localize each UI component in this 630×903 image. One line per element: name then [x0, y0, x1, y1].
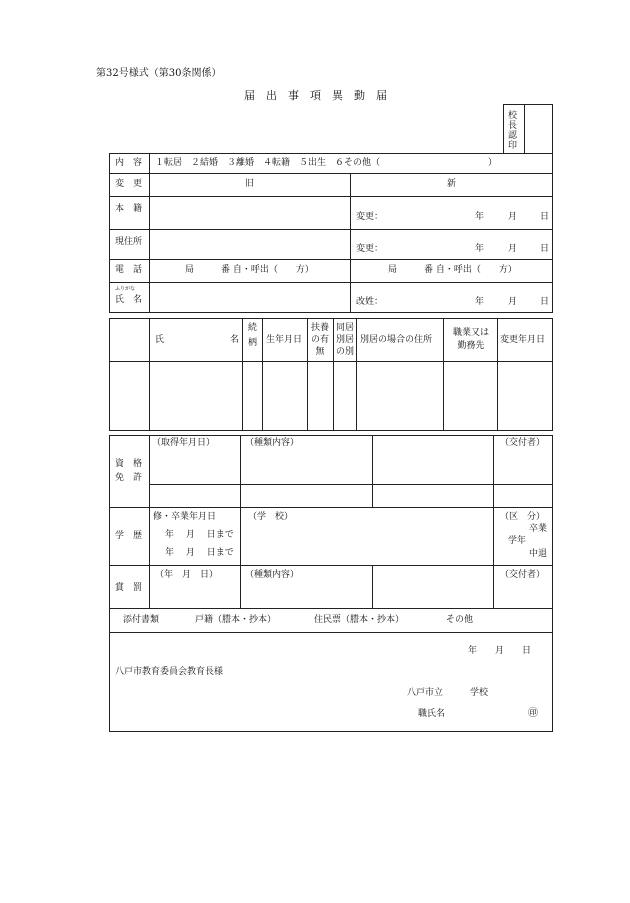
award-issuer: （交付者） [500, 570, 546, 580]
shimei-label: 氏 名 [115, 295, 143, 305]
month-text: 月 [508, 212, 518, 222]
new-label: 新 [447, 179, 457, 189]
acquired-date: （取得年月日） [152, 438, 216, 448]
sotsugyo: 卒業 [529, 524, 548, 534]
gakunen: 学年 [508, 536, 527, 546]
header-cohabit: 同居別居の別 [335, 323, 354, 357]
denwa-label: 電 話 [115, 265, 143, 275]
kaisei-date: 改姓： [356, 297, 384, 307]
header-birth: 生年月日 [266, 335, 303, 345]
gakureki-label: 学 歴 [115, 531, 143, 541]
year-text: 年 [475, 297, 485, 307]
category: （区 分） [500, 512, 546, 522]
naiyo-label: 内 容 [115, 158, 143, 168]
award-date: （年 月 日） [155, 570, 219, 580]
genjusho-label: 現住所 [115, 237, 143, 247]
day-text: 日 [540, 244, 550, 254]
old-label: 旧 [245, 179, 255, 189]
month-text: 月 [508, 244, 518, 254]
form-number: 第32号様式（第30条関係） [96, 68, 222, 79]
qualification-type: （種類内容） [245, 438, 300, 448]
header-change-date: 変更年月日 [500, 335, 546, 345]
attachments-label: 添付書類 [123, 615, 160, 625]
header-relation: 続柄 [246, 322, 256, 352]
shobatsu-label: 賞 罰 [115, 583, 143, 593]
honseki-henko: 変更： [356, 212, 384, 222]
seal-mark: ㊞ [528, 708, 538, 719]
school-line: 八戸市立 学校 [407, 688, 489, 698]
qualification-issuer: （交付者） [500, 438, 546, 448]
phone-new: 局 番 自・呼出（ 方） [388, 265, 517, 275]
furigana-label: ふりがな [115, 286, 136, 292]
attachment-juminhyo: 住民票（謄本・抄本） [314, 615, 405, 625]
henko-label: 変 更 [115, 179, 143, 189]
header-name-b: 名 [230, 335, 240, 345]
addressee: 八戸市教育委員会教育長様 [115, 667, 224, 677]
section-basic-info [109, 153, 553, 313]
phone-old: 局 番 自・呼出（ 方） [185, 265, 314, 275]
staff-name: 職氏名 [418, 709, 446, 719]
chutai: 中退 [529, 549, 548, 559]
year-text: 年 [475, 244, 485, 254]
header-job: 職業又は勤務先 [452, 328, 489, 351]
day-text: 日 [540, 297, 550, 307]
year-text: 年 [475, 212, 485, 222]
menkyo-label: 免 許 [115, 473, 143, 483]
grad-date: 修・卒業年月日 [153, 512, 217, 522]
page-title: 届 出 事 項 異 動 届 [244, 89, 387, 102]
school: （学 校） [248, 512, 294, 522]
genjusho-henko: 変更： [356, 244, 384, 254]
attachment-other: その他 [446, 615, 474, 625]
shikaku-label: 資 格 [115, 459, 143, 469]
day-text: 日 [540, 212, 550, 222]
naiyo-options: １転居 ２結婚 ３離婚 ４転籍 ５出生 ６その他（ ） [155, 158, 498, 168]
honseki-label: 本 籍 [115, 204, 143, 214]
header-dependent: 扶養の有無 [310, 323, 329, 357]
award-type: （種類内容） [245, 570, 300, 580]
header-name-a: 氏 [155, 335, 165, 345]
attachment-koseki: 戸籍（謄本・抄本） [195, 615, 277, 625]
until-1: 年 月 日まで [165, 530, 234, 540]
header-address: 別居の場合の住所 [360, 335, 433, 345]
footer-date: 年 月 日 [468, 646, 532, 656]
until-2: 年 月 日まで [165, 548, 234, 558]
month-text: 月 [508, 297, 518, 307]
principal-seal-label: 校長認印 [506, 110, 516, 150]
